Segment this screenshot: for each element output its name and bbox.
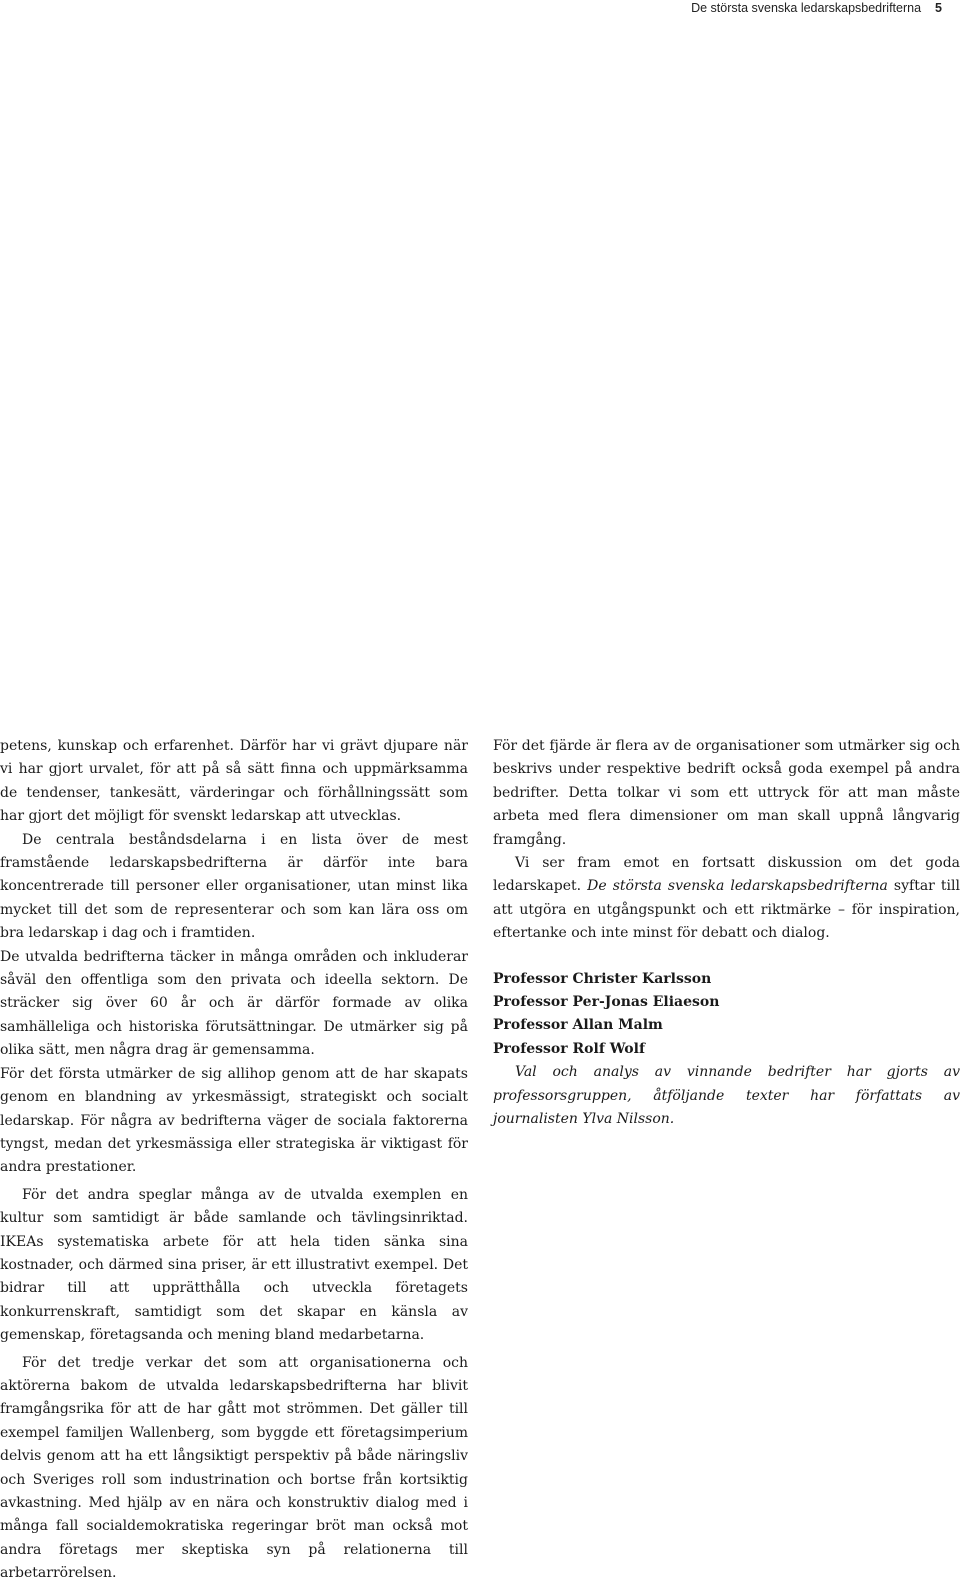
signature-line: Professor Christer Karlsson [493,970,712,987]
right-paragraph-1: För det fjärde är flera av de organisationer som utmärker sig och beskrivs under respektive bedrift också goda exempel på andra bedrifter. Detta tolkar vi som ett uttryck för att man måste arbeta med flera dimensioner om man skall uppnå långvarig framgång. [493,738,960,848]
page-number: 5 [935,1,942,15]
left-paragraph-2: De centrala beståndsdelarna i en lista över de mest framstående ledarskapsbedrifterna är därför inte bara koncentrerade till personer eller organisationer, utan minst lika mycket till det som de representerar och som kan lära oss om bra ledarskap i dag och i framtiden. [0,831,468,942]
left-paragraph-3: De utvalda bedrifterna täcker in många områden och inkluderar såväl den offentliga som den privata och ideella sektorn. De sträcker sig över 60 år och är därför formade av olika samhälleliga och historiska förutsättningar. De utmärker sig på olika sätt, men några drag är gemensamma. [0,948,468,1059]
right-column [493,735,960,1132]
left-paragraph-5: För det andra speglar många av de utvalda exemplen en kultur som samtidigt är både samlande och tävlingsinriktad. IKEAs systematiska arbete för att hela tiden sänka sina kostnader, och därmed sina priser, är ett illustrativt exempel. Det bidrar till att upprätthålla och utveckla företagets konkurrenskraft, samtidigt som det skapar en känsla av gemenskap, företagsanda och mening bland medarbetarna. [0,1186,468,1344]
signature-line: Professor Per-Jonas Eliaeson [493,994,720,1011]
right-paragraph-2 [493,852,960,946]
book-title-italic: De största svenska ledarskapsbedrifterna [587,878,888,895]
right-paragraph-2-end: syftar till att utgöra en utgångspunkt och ett riktmärke – för inspiration, eftertanke och inte minst för debatt och dialog. [493,878,960,942]
running-header [691,0,942,16]
left-paragraph-6: För det tredje verkar det som att organisationerna och aktörerna bakom de utvalda ledarskapsbedrifterna har blivit framgångsrika för att de har gått mot strömmen. Det gäller till exempel familjen Wallenberg, som byggde ett företagsimperium delvis genom att ha ett långsiktigt perspektiv på både näringsliv och Sveriges roll som industrination och bortse från kortsiktig avkastning. Med hjälp av en nära och konstruktiv dialog med i många fall socialdemokratiska regeringar bröt man också mot andra företags mer skeptiska syn på relationerna till arbetarrörelsen. [0,1354,468,1582]
right-paragraph-2-start: Vi ser fram emot en fortsatt diskussion om det goda ledarskapet. [493,855,960,895]
signature-line: Professor Rolf Wolf [493,1040,645,1057]
left-paragraph-1: petens, kunskap och erfarenhet. Därför har vi grävt djupare när vi har gjort urvalet, för att på så sätt finna och uppmärksamma de tendenser, tankesätt, värderingar och förhållningssätt som har gjort det möjligt för svenskt ledarskap att utvecklas. [0,738,468,825]
running-header-title: De största svenska ledarskapsbedrifterna [691,1,922,15]
signature-line: Professor Allan Malm [493,1017,663,1034]
left-column [0,735,468,1586]
signature-block [493,968,960,1062]
left-paragraph-4: För det första utmärker de sig allihop genom att de har skapats genom en blandning av yrkesmässigt, strategiskt och socialt ledarskap. För några av bedrifterna väger de sociala faktorerna tyngst, medan det yrkesmässiga eller strategiska är viktigast för andra prestationer. [0,1065,468,1176]
credit-note: Val och analys av vinnande bedrifter har gjorts av professorsgruppen, åtföljande texter har författats av journalisten Ylva Nilsson. [493,1064,960,1128]
